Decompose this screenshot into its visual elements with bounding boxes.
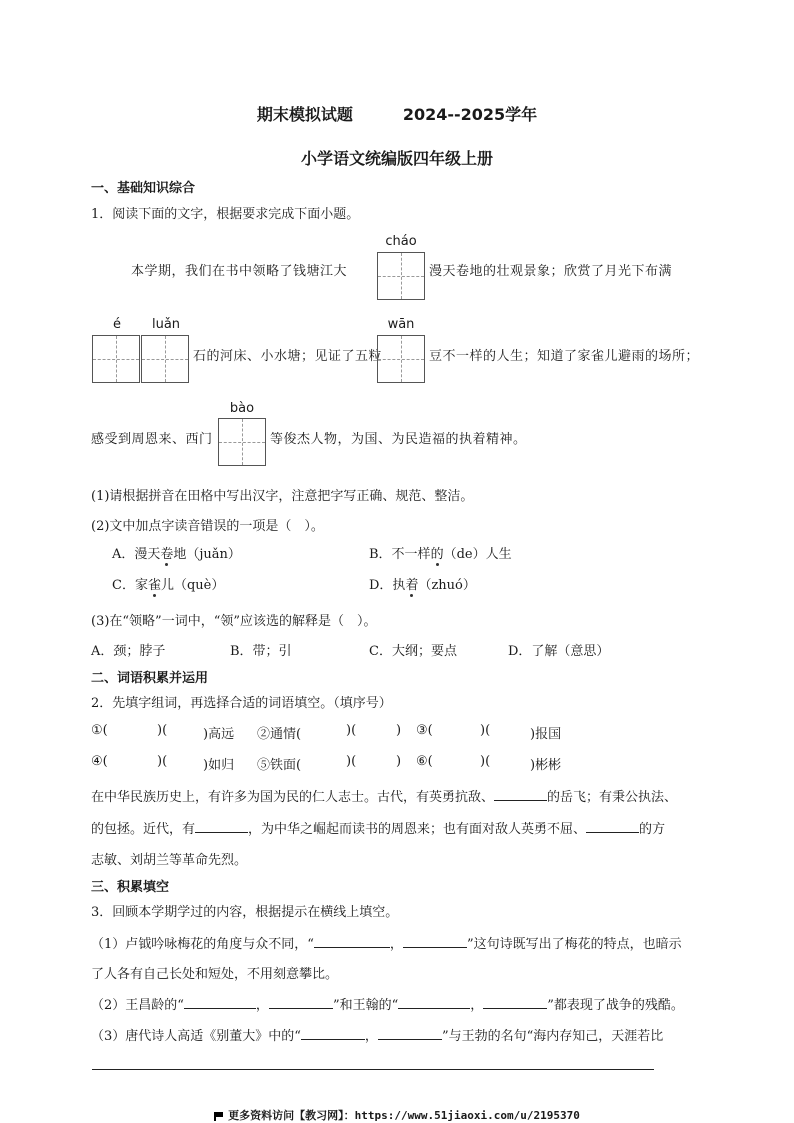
item-text: ”与王勃的名句“海内存知己，天涯若比 bbox=[441, 1029, 664, 1044]
item-text: ”这句诗既写出了梅花的特点，也暗示 bbox=[466, 937, 682, 952]
answer-blank[interactable] bbox=[195, 820, 248, 833]
answer-blank[interactable] bbox=[269, 996, 333, 1009]
idiom-row1-part: ①( bbox=[91, 723, 108, 738]
idiom-row1-part: )( bbox=[480, 723, 491, 738]
section2-heading: 二、词语积累并运用 bbox=[91, 671, 209, 686]
writing-grid-chao[interactable] bbox=[377, 252, 425, 300]
q2-paragraph-line3: 志敏、刘胡兰等革命先烈。 bbox=[91, 853, 248, 868]
item-text: （3）唐代诗人高适《别董大》中的“ bbox=[91, 1029, 301, 1044]
exam-title bbox=[0, 102, 794, 125]
q2-paragraph-line1 bbox=[91, 786, 677, 805]
item-text: （1）卢钺吟咏梅花的角度与众不同，“ bbox=[91, 937, 314, 952]
item-text: ”和王翰的“ bbox=[332, 998, 399, 1013]
idiom-row2-part: ⑥( bbox=[416, 754, 433, 769]
option-text: （de）人生 bbox=[443, 547, 512, 562]
answer-blank[interactable] bbox=[403, 935, 467, 948]
pinyin-wan: wān bbox=[387, 317, 415, 332]
item-text: ， bbox=[470, 998, 484, 1013]
item-text: ， bbox=[389, 937, 403, 952]
item-text: ”都表现了战争的残酷。 bbox=[547, 998, 684, 1013]
item-text: ， bbox=[364, 1029, 378, 1044]
answer-blank[interactable] bbox=[314, 935, 390, 948]
q1-sub1: (1)请根据拼音在田格中写出汉字，注意把字写正确、规范、整洁。 bbox=[91, 489, 474, 504]
q1-sub2-option-a[interactable] bbox=[112, 543, 241, 562]
idiom-row1-part: )( bbox=[346, 723, 357, 738]
answer-blank[interactable] bbox=[494, 788, 547, 801]
option-text: A．漫天 bbox=[112, 547, 161, 562]
q1-sub3-option-b[interactable]: B．带；引 bbox=[230, 644, 292, 659]
idiom-row1-part: )报国 bbox=[530, 727, 562, 742]
idiom-row2-part: )如归 bbox=[203, 758, 235, 773]
section3-heading: 三、积累填空 bbox=[91, 880, 170, 895]
idiom-row2-part: )( bbox=[480, 754, 491, 769]
q2-stem: 2．先填字组词，再选择合适的词语填空。（填序号） bbox=[91, 696, 392, 711]
footer-text: 更多资料访问【教习网】：https://www.51jiaoxi.com/u/2195370 bbox=[228, 1109, 580, 1122]
idiom-row2-part: )( bbox=[346, 754, 357, 769]
q3-item1-line2: 了人各有自己长处和短处，不用刻意攀比。 bbox=[91, 967, 339, 982]
passage-line1a: 本学期，我们在书中领略了钱塘江大 bbox=[131, 264, 348, 279]
answer-blank[interactable] bbox=[301, 1027, 365, 1040]
paragraph-text: ，为中华之崛起而读书的周恩来；也有面对敌人英勇不屈、 bbox=[248, 822, 587, 837]
answer-blank[interactable] bbox=[184, 996, 256, 1009]
passage-line2a: 石的河床、小水塘；见证了五粒 bbox=[193, 349, 383, 364]
option-text: （zhuó） bbox=[418, 578, 476, 593]
option-text: D．执 bbox=[369, 578, 406, 593]
idiom-row1-part: ) bbox=[396, 723, 402, 738]
idiom-row2-part: )( bbox=[157, 754, 168, 769]
option-text: 地（juǎn） bbox=[173, 547, 241, 562]
pinyin-chao: cháo bbox=[385, 234, 417, 249]
passage-line3b: 等俊杰人物，为国、为民造福的执着精神。 bbox=[270, 432, 527, 447]
q1-sub3-option-d[interactable]: D．了解（意思） bbox=[508, 644, 610, 659]
answer-line[interactable] bbox=[92, 1069, 654, 1070]
pinyin-bao: bào bbox=[229, 401, 255, 416]
answer-blank[interactable] bbox=[398, 996, 470, 1009]
idiom-row2-part: ⑤铁面( bbox=[257, 758, 302, 773]
pinyin-e: é bbox=[113, 317, 121, 332]
paragraph-text: 的方 bbox=[639, 822, 666, 837]
q1-stem: 1．阅读下面的文字，根据要求完成下面小题。 bbox=[91, 207, 360, 222]
dotted-char: 着 bbox=[405, 578, 419, 593]
idiom-row1-part: )( bbox=[157, 723, 168, 738]
pinyin-luan: luǎn bbox=[151, 317, 181, 332]
answer-blank[interactable] bbox=[586, 820, 639, 833]
passage-line3a: 感受到周恩来、西门 bbox=[91, 432, 213, 447]
item-text: （2）王昌龄的“ bbox=[91, 998, 184, 1013]
passage-line1b: 漫天卷地的壮观景象；欣赏了月光下布满 bbox=[429, 264, 673, 279]
exam-subtitle: 小学语文统编版四年级上册 bbox=[300, 149, 493, 168]
section1-heading: 一、基础知识综合 bbox=[91, 181, 196, 196]
item-text: ， bbox=[255, 998, 269, 1013]
q1-sub2-option-d[interactable] bbox=[369, 574, 476, 593]
option-text: C．家 bbox=[112, 578, 148, 593]
flag-icon bbox=[214, 1112, 224, 1121]
q2-paragraph-line2 bbox=[91, 818, 665, 837]
dotted-char: 的 bbox=[430, 547, 444, 562]
idiom-row1-part: ③( bbox=[416, 723, 433, 738]
answer-blank[interactable] bbox=[378, 1027, 442, 1040]
option-text: 儿（què） bbox=[160, 578, 225, 593]
writing-grid-e[interactable] bbox=[92, 335, 140, 383]
exam-title-name: 期末模拟试题 bbox=[256, 105, 353, 124]
idiom-row2-part: ) bbox=[396, 754, 402, 769]
paragraph-text: 的岳飞；有秉公执法、 bbox=[547, 790, 678, 805]
dotted-char: 卷 bbox=[160, 547, 174, 562]
q3-stem: 3．回顾本学期学过的内容，根据提示在横线上填空。 bbox=[91, 905, 399, 920]
q3-item2 bbox=[91, 994, 684, 1013]
q1-sub3-option-c[interactable]: C．大纲；要点 bbox=[369, 644, 457, 659]
option-text: B．不一样 bbox=[369, 547, 431, 562]
q1-sub2-option-b[interactable] bbox=[369, 543, 512, 562]
paragraph-text: 的包拯。近代，有 bbox=[91, 822, 196, 837]
writing-grid-luan[interactable] bbox=[141, 335, 189, 383]
q3-item1-line1 bbox=[91, 933, 682, 952]
writing-grid-bao[interactable] bbox=[218, 418, 266, 466]
q1-sub3-option-a[interactable]: A．颈；脖子 bbox=[91, 644, 166, 659]
passage-line2b: 豆不一样的人生；知道了家雀儿避雨的场所； bbox=[429, 349, 700, 364]
idiom-row2-part: )彬彬 bbox=[530, 758, 562, 773]
writing-grid-wan[interactable] bbox=[377, 335, 425, 383]
q3-item3 bbox=[91, 1025, 663, 1044]
idiom-row1-part: )高远 bbox=[203, 727, 235, 742]
idiom-row1-part: ②通情( bbox=[257, 727, 302, 742]
paragraph-text: 在中华民族历史上，有许多为国为民的仁人志士。古代，有英勇抗敌、 bbox=[91, 790, 495, 805]
q1-sub2: (2)文中加点字读音错误的一项是（ ）。 bbox=[91, 519, 324, 534]
idiom-row2-part: ④( bbox=[91, 754, 108, 769]
exam-title-year: 2024--2025学年 bbox=[402, 105, 538, 124]
answer-blank[interactable] bbox=[483, 996, 547, 1009]
dotted-char: 雀 bbox=[147, 578, 161, 593]
q1-sub3: (3)在“领略”一词中，“领”应该选的解释是（ ）。 bbox=[91, 614, 377, 629]
footer-link[interactable] bbox=[0, 1107, 794, 1123]
q1-sub2-option-c[interactable] bbox=[112, 574, 224, 593]
